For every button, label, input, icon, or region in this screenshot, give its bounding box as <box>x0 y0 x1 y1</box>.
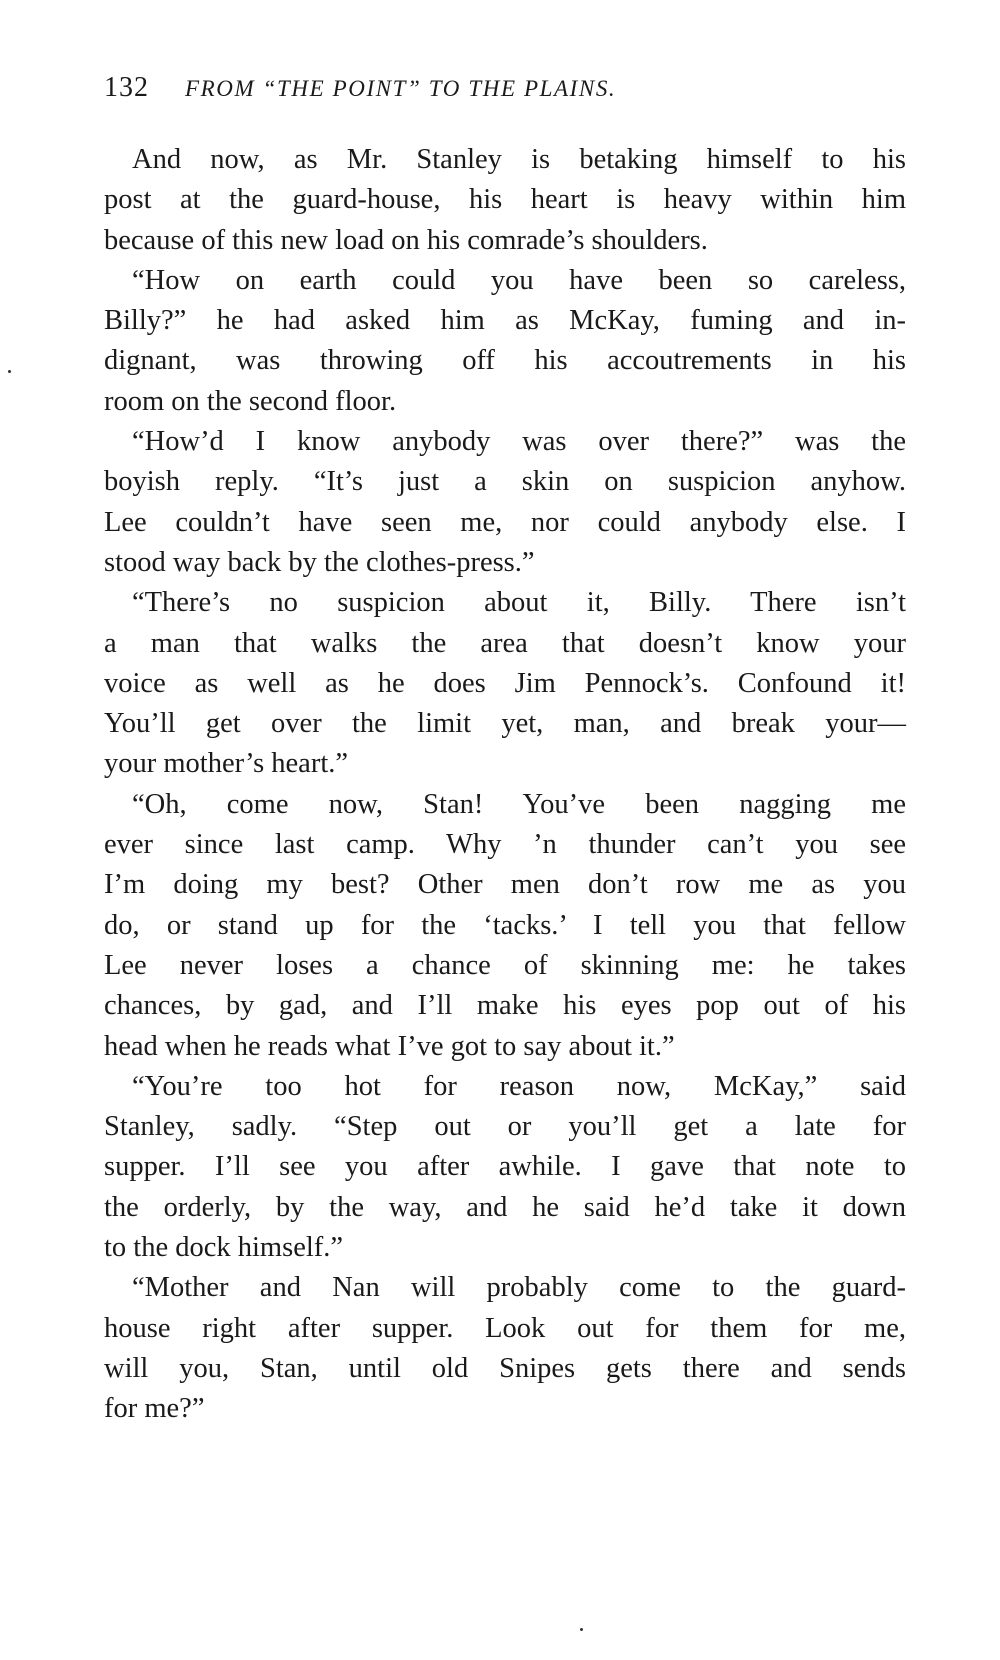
text-line: “You’re too hot for reason now, McKay,” said <box>132 1070 906 1102</box>
text-line: post at the guard-house, his heart is heavy within him <box>104 184 906 216</box>
text-line: “There’s no suspicion about it, Billy. There isn’t <box>132 587 906 619</box>
text-line: stood way back by the clothes-press.” <box>104 546 535 578</box>
running-head <box>104 72 904 116</box>
paragraph-6 <box>104 1067 906 1268</box>
text-line: house right after supper. Look out for them for me, <box>104 1312 906 1344</box>
text-line: supper. I’ll see you after awhile. I gave that note to <box>104 1151 906 1183</box>
text-line: Billy?” he had asked him as McKay, fuming and in- <box>104 305 906 337</box>
paragraph-7 <box>104 1268 906 1429</box>
text-line: for me?” <box>104 1393 205 1425</box>
text-line: your mother’s heart.” <box>104 748 349 780</box>
text-line: I’m doing my best? Other men don’t row me as you <box>104 869 906 901</box>
page-number: 132 <box>104 72 149 103</box>
text-line: do, or stand up for the ‘tacks.’ I tell you that fellow <box>104 909 906 941</box>
text-line: chances, by gad, and I’ll make his eyes pop out of his <box>104 990 906 1022</box>
text-line: ever since last camp. Why ’n thunder can’t you see <box>104 829 906 861</box>
text-line: head when he reads what I’ve got to say about it.” <box>104 1030 675 1062</box>
paragraph-5 <box>104 785 906 1067</box>
paragraph-2 <box>104 261 906 422</box>
text-line: “How’d I know anybody was over there?” was the <box>132 426 906 458</box>
body-text <box>104 140 906 1430</box>
paragraph-3 <box>104 422 906 583</box>
text-line: Lee never loses a chance of skinning me: he takes <box>104 949 906 981</box>
running-title: FROM “THE POINT” TO THE PLAINS. <box>185 76 617 101</box>
margin-speck <box>8 370 11 373</box>
paragraph-4 <box>104 583 906 784</box>
text-line: “Mother and Nan will probably come to the guard- <box>132 1272 906 1304</box>
text-line: dignant, was throwing off his accoutrements in his <box>104 345 906 377</box>
text-line: to the dock himself.” <box>104 1232 344 1264</box>
text-line: “Oh, come now, Stan! You’ve been nagging me <box>132 788 906 820</box>
text-line: will you, Stan, until old Snipes gets there and sends <box>104 1352 906 1384</box>
text-line: room on the second floor. <box>104 385 397 417</box>
paragraph-1 <box>104 140 906 261</box>
text-line: a man that walks the area that doesn’t know your <box>104 627 906 659</box>
text-line: boyish reply. “It’s just a skin on suspicion anyhow. <box>104 466 906 498</box>
text-line: You’ll get over the limit yet, man, and break your— <box>104 708 906 740</box>
text-line: Lee couldn’t have seen me, nor could anybody else. I <box>104 506 906 538</box>
text-line: voice as well as he does Jim Pennock’s. Confound it! <box>104 667 906 699</box>
text-line: because of this new load on his comrade’s shoulders. <box>104 224 708 256</box>
margin-speck <box>580 1628 583 1631</box>
text-line: “How on earth could you have been so careless, <box>132 264 906 296</box>
text-line: the orderly, by the way, and he said he’d take it down <box>104 1191 906 1223</box>
text-line: And now, as Mr. Stanley is betaking himself to his <box>132 144 906 175</box>
text-line: Stanley, sadly. “Step out or you’ll get a late for <box>104 1111 906 1143</box>
